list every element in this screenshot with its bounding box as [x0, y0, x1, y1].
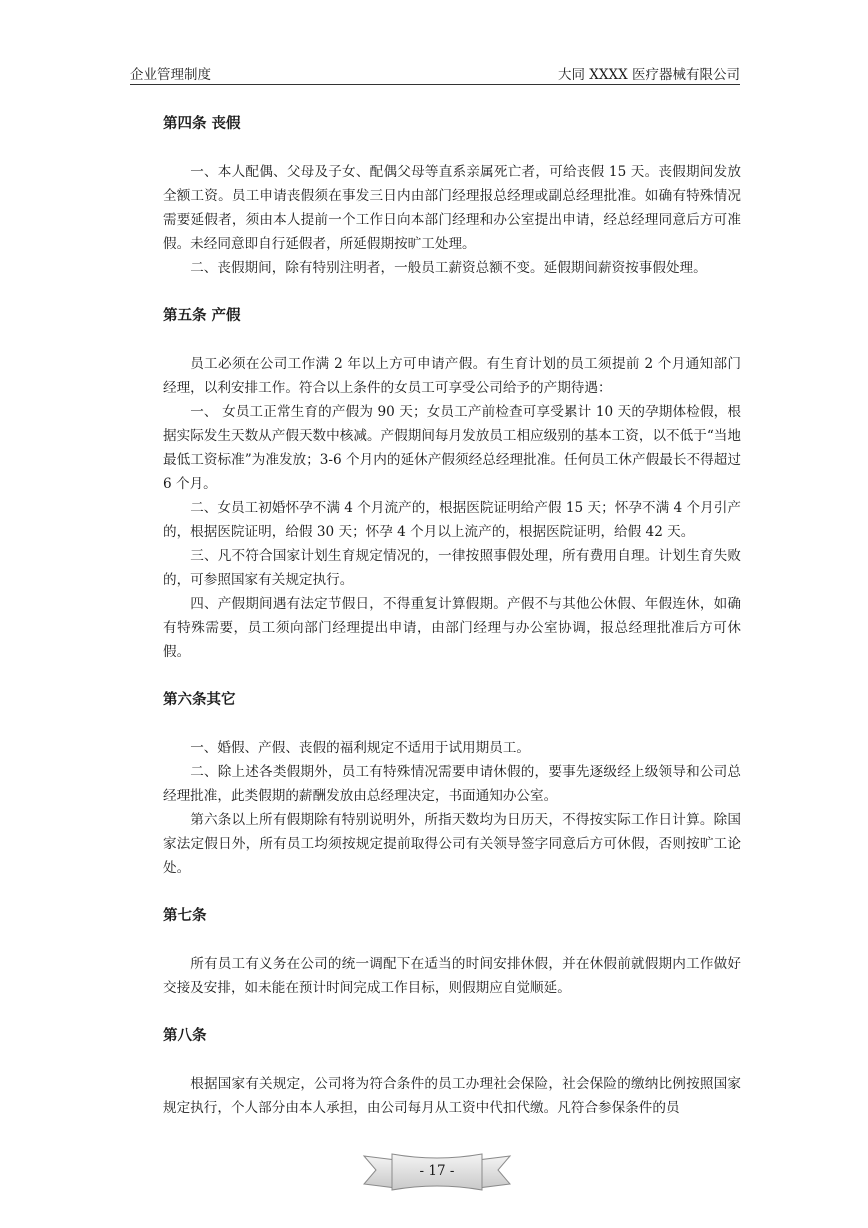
page-number: - 17 - — [419, 1163, 455, 1179]
paragraph: 一、 女员工正常生育的产假为 90 天；女员工产前检查可享受累计 10 天的孕期体检假，根据实际发生天数从产假天数中核减。产假期间每月发放员工相应级别的基本工资，以不低于“当地最低工资标准”为准发放；3-6 个月内的延休产假须经总经理批准。任何员工休产假最长不得超过 6 个月。 — [163, 404, 741, 492]
section-heading: 第七条 — [163, 907, 207, 924]
section-article-5 — [163, 304, 741, 664]
paragraph: 员工必须在公司工作满 2 年以上方可申请产假。有生育计划的员工须提前 2 个月通知部门经理，以利安排工作。符合以上条件的女员工可享受公司给予的产期待遇： — [163, 356, 741, 396]
paragraph: 二、除上述各类假期外，员工有特殊情况需要申请休假的，要事先逐级经上级领导和公司总经理批准，此类假期的薪酬发放由总经理决定，书面通知办公室。 — [163, 764, 741, 804]
paragraph: 四、产假期间遇有法定节假日，不得重复计算假期。产假不与其他公休假、年假连休，如确有特殊需要，员工须向部门经理提出申请，由部门经理与办公室协调，报总经理批准后方可休假。 — [163, 596, 741, 660]
paragraph: 一、婚假、产假、丧假的福利规定不适用于试用期员工。 — [190, 740, 531, 756]
section-heading: 第五条 产假 — [163, 307, 241, 324]
section-article-4 — [163, 112, 741, 280]
document-body — [163, 112, 741, 1120]
paragraph: 一、本人配偶、父母及子女、配偶父母等直系亲属死亡者，可给丧假 15 天。丧假期间发放全额工资。员工申请丧假须在事发三日内由部门经理报总经理或副总经理批准。如确有特殊情况需要延假者，须由本人提前一个工作日向本部门经理和办公室提出申请，经总经理同意后方可准假。未经同意即自行延假者，所延假期按旷工处理。 — [163, 164, 741, 252]
section-article-8 — [163, 1024, 741, 1120]
paragraph: 所有员工有义务在公司的统一调配下在适当的时间安排休假，并在休假前就假期内工作做好交接及安排，如未能在预计时间完成工作目标，则假期应自觉顺延。 — [163, 956, 741, 996]
section-heading: 第四条 丧假 — [163, 115, 241, 132]
paragraph: 二、女员工初婚怀孕不满 4 个月流产的，根据医院证明给产假 15 天；怀孕不满 4 个月引产的，根据医院证明，给假 30 天；怀孕 4 个月以上流产的，根据医院证明，给假 42 天。 — [163, 500, 741, 540]
section-article-6 — [163, 688, 741, 880]
section-article-7 — [163, 904, 741, 1000]
header-company-name: 大同 XXXX 医疗器械有限公司 — [557, 67, 740, 83]
section-heading: 第六条其它 — [163, 691, 236, 708]
page-footer — [362, 1150, 512, 1196]
paragraph: 第六条以上所有假期除有特别说明外，所指天数均为日历天，不得按实际工作日计算。除国家法定假日外，所有员工均须按规定提前取得公司有关领导签字同意后方可休假，否则按旷工论处。 — [163, 812, 741, 876]
paragraph: 三、凡不符合国家计划生育规定情况的，一律按照事假处理，所有费用自理。计划生育失败的，可参照国家有关规定执行。 — [163, 548, 741, 588]
paragraph: 二、丧假期间，除有特别注明者，一般员工薪资总额不变。延假期间薪资按事假处理。 — [190, 260, 707, 276]
section-heading: 第八条 — [163, 1027, 207, 1044]
page-header — [130, 60, 740, 85]
header-left-title: 企业管理制度 — [130, 67, 211, 83]
paragraph: 根据国家有关规定，公司将为符合条件的员工办理社会保险，社会保险的缴纳比例按照国家规定执行，个人部分由本人承担，由公司每月从工资中代扣代缴。凡符合参保条件的员 — [163, 1076, 741, 1116]
